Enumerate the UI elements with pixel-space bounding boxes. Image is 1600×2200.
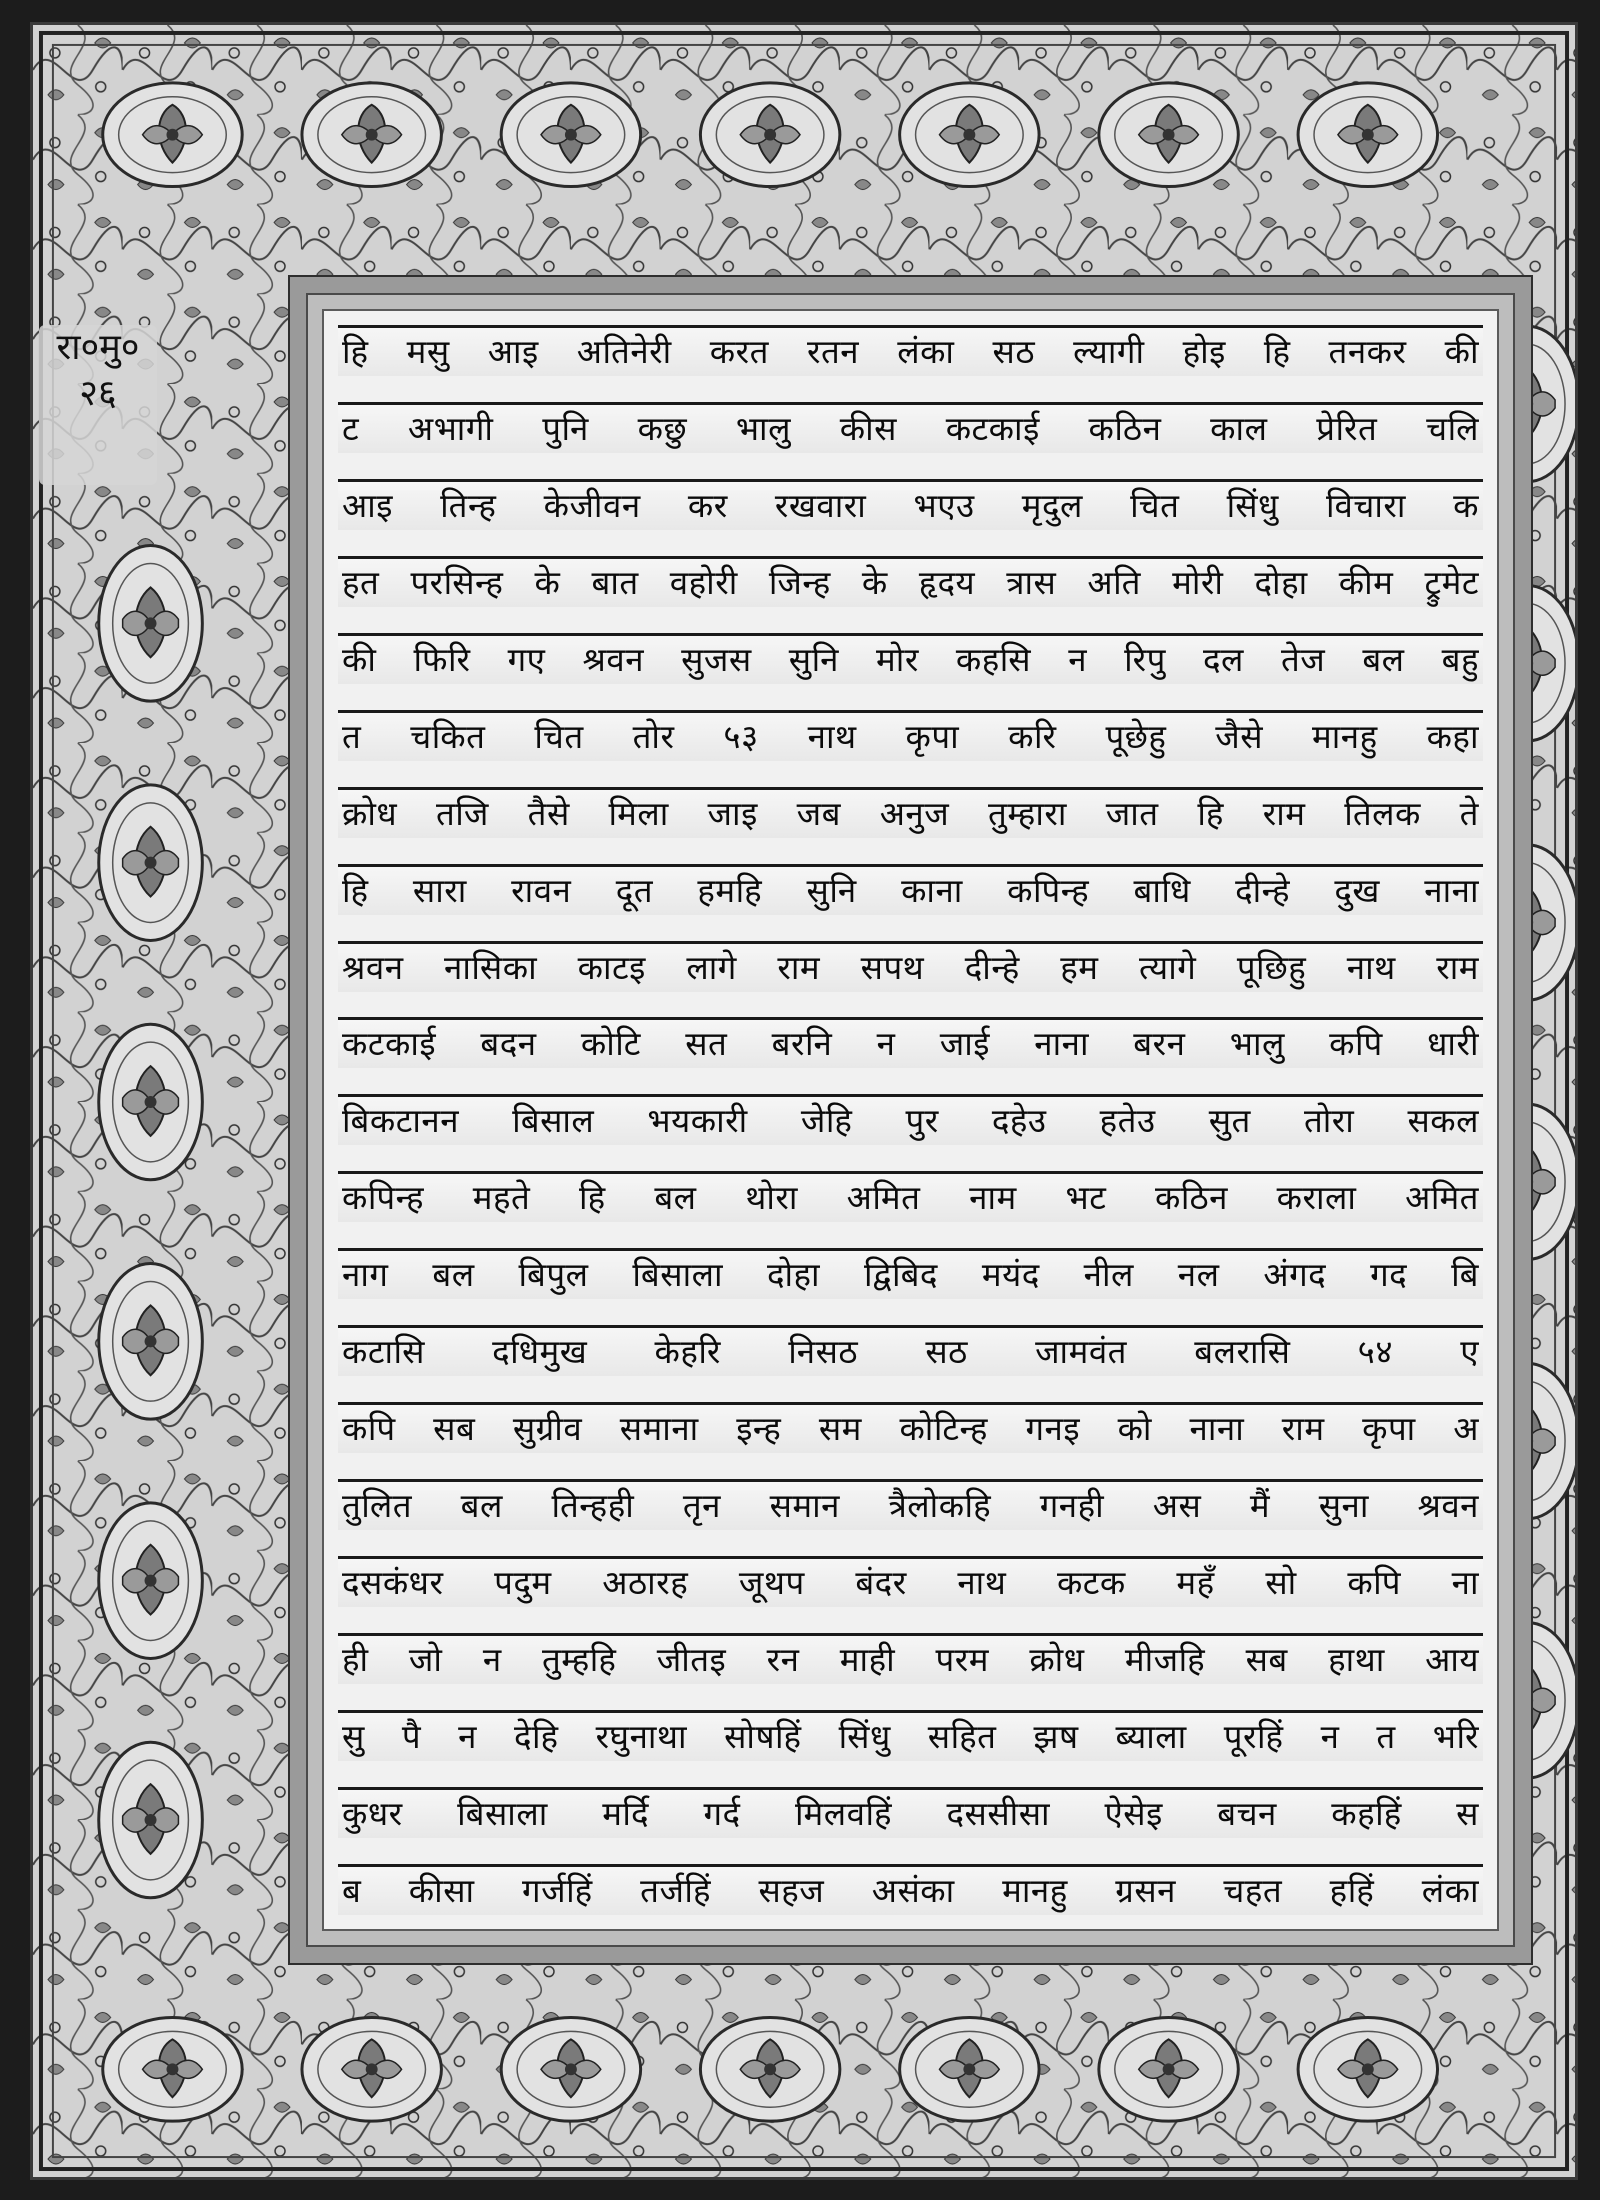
text-line: हत परसिन्ह के बात वहोरी जिन्ह के हृदय त्रास अति मोरी दोहा कीम ट्रुमेट [338, 556, 1483, 607]
text-block [322, 309, 1499, 1931]
text-line: बिकटानन बिसाल भयकारी जेहि पुर दहेउ हतेउ सुत तोरा सकल [338, 1094, 1483, 1145]
text-line: कुधर बिसाला मर्दि गर्द मिलवहिं दससीसा ऐसेइ बचन कहहिं स [338, 1787, 1483, 1838]
text-line: आइ तिन्ह केजीवन कर रखवारा भएउ मृदुल चित सिंधु विचारा क [338, 479, 1483, 530]
text-line: नाग बल बिपुल बिसाला दोहा द्विबिद मयंद नील नल अंगद गद बि [338, 1248, 1483, 1299]
text-line: सु पै न देहि रघुनाथा सोषहिं सिंधु सहित झष ब्याला पूरहिं न त भरि [338, 1710, 1483, 1761]
text-line: कटासि दधिमुख केहरि निसठ सठ जामवंत बलरासि ५४ ए [338, 1325, 1483, 1376]
text-line: ब कीसा गर्जहिं तर्जहिं सहज असंका मानहु ग्रसन चहत हहिं लंका [338, 1864, 1483, 1915]
text-line: हि सारा रावन दूत हमहि सुनि काना कपिन्ह बाधि दीन्हे दुख नाना [338, 864, 1483, 915]
text-line: की फिरि गए श्रवन सुजस सुनि मोर कहसि न रिपु दल तेज बल बहु [338, 633, 1483, 684]
text-line: त चकित चित तोर ५३ नाथ कृपा करि पूछेहु जैसे मानहु कहा [338, 710, 1483, 761]
text-line: कपिन्ह महते हि बल थोरा अमित नाम भट कठिन कराला अमित [338, 1171, 1483, 1222]
text-line: तुलित बल तिन्हही तृन समान त्रैलोकहि गनही अस मैं सुना श्रवन [338, 1479, 1483, 1530]
text-line: क्रोध तजि तैसे मिला जाइ जब अनुज तुम्हारा जात हि राम तिलक ते [338, 787, 1483, 838]
text-panel-inner-frame [306, 293, 1515, 1947]
text-line: ट अभागी पुनि कछु भालु कीस कटकाई कठिन काल प्रेरित चलि [338, 402, 1483, 453]
folio-abbreviation: रा०मु० [56, 327, 140, 368]
text-line: कटकाई बदन कोटि सत बरनि न जाई नाना बरन भालु कपि धारी [338, 1017, 1483, 1068]
text-line: श्रवन नासिका काटइ लागे राम सपथ दीन्हे हम त्यागे पूछिहु नाथ राम [338, 941, 1483, 992]
folio-number: २६ [79, 373, 117, 414]
text-line: दसकंधर पदुम अठारह जूथप बंदर नाथ कटक महँ सो कपि ना [338, 1556, 1483, 1607]
text-panel-frame [288, 275, 1533, 1965]
folio-marker [39, 325, 157, 485]
manuscript-page [30, 22, 1578, 2180]
text-line: कपि सब सुग्रीव समाना इन्ह सम कोटिन्ह गनइ को नाना राम कृपा अ [338, 1402, 1483, 1453]
text-line: हि मसु आइ अतिनेरी करत रतन लंका सठ ल्यागी होइ हि तनकर की [338, 325, 1483, 376]
text-line: ही जो न तुम्हहि जीतइ रन माही परम क्रोध मीजहि सब हाथा आय [338, 1633, 1483, 1684]
